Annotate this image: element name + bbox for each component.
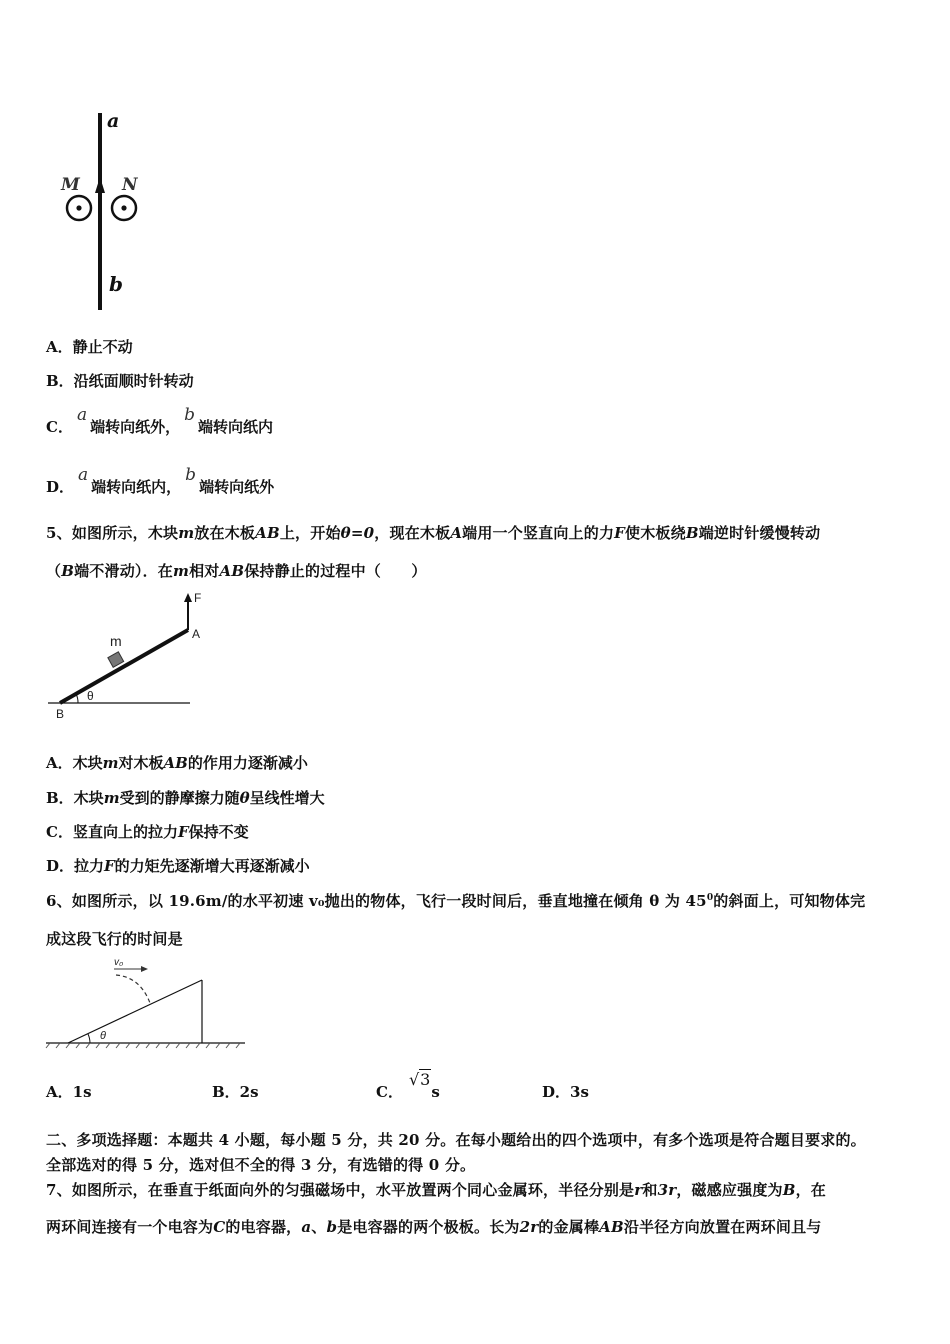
- q6-option-a[interactable]: A．1s: [46, 1083, 92, 1101]
- q5-option-a[interactable]: A．木块m对木板AB的作用力逐渐减小: [46, 754, 308, 772]
- q4-c-b: b: [184, 405, 195, 425]
- ring-m-dot: [76, 205, 81, 210]
- q5-stem-line2: （B端不滑动）．在m相对AB保持静止的过程中（ ）: [46, 562, 427, 580]
- v0-arrowhead: [141, 966, 148, 972]
- angle-arc: [76, 694, 78, 703]
- q4-d-mid: 端转向纸内，: [91, 478, 182, 496]
- label-n: N: [122, 175, 138, 195]
- q4-option-b[interactable]: B．沿纸面顺时针转动: [46, 372, 194, 390]
- q6-option-d[interactable]: D．3s: [542, 1083, 589, 1101]
- figure-wire-rings: [55, 105, 165, 315]
- label-m: M: [61, 175, 80, 195]
- ground-hatching: [46, 1043, 240, 1048]
- q7-stem-line2: 两环间连接有一个电容为C的电容器，a、b是电容器的两个极板。长为2r的金属棒AB沿半径方向放置在两环间且与: [46, 1218, 822, 1236]
- q6-option-c[interactable]: C．√3s: [376, 1070, 440, 1101]
- label-m: m: [110, 633, 122, 649]
- q4-c-a: a: [76, 405, 88, 425]
- label-a: a: [107, 110, 120, 132]
- angle-arc: [88, 1034, 90, 1043]
- q7-stem-line1: 7、如图所示，在垂直于纸面向外的匀强磁场中，水平放置两个同心金属环，半径分别是r和3r，磁感应强度为B，在: [46, 1181, 827, 1199]
- q4-c-mid: 端转向纸外，: [90, 418, 181, 436]
- q4-option-c[interactable]: [46, 405, 274, 437]
- label-f: F: [194, 591, 202, 605]
- section2-line2: 全部选对的得 5 分，选对但不全的得 3 分，有选错的得 0 分。: [46, 1156, 476, 1174]
- board-ab: [60, 630, 188, 703]
- figure-projectile-slope: [40, 955, 255, 1055]
- trajectory-dashed: [116, 975, 150, 1003]
- q6-stem-line1: 6、如图所示，以 19.6m/的水平初速 v₀抛出的物体，飞行一段时间后，垂直地撞在倾角 θ 为 $45^0$的斜面上，可知物体完: [46, 892, 866, 910]
- force-f-arrowhead: [184, 593, 192, 602]
- label-theta: θ: [100, 1030, 106, 1042]
- block-m: [108, 652, 124, 667]
- label-b: b: [109, 272, 123, 296]
- q4-d-end: 端转向纸外: [199, 478, 275, 496]
- section2-line1: 二、多项选择题：本题共 4 小题，每小题 5 分，共 20 分。在每小题给出的四个选项中，有多个选项是符合题目要求的。: [46, 1131, 866, 1149]
- q4-option-a[interactable]: A．静止不动: [46, 338, 133, 356]
- q5-stem-line1: 5、如图所示，木块m放在木板AB上，开始θ=0，现在木板A端用一个竖直向上的力F使木板绕B端逆时针缓慢转动: [46, 524, 821, 542]
- q4-option-d[interactable]: [46, 465, 275, 497]
- slope-line: [68, 980, 202, 1043]
- q5-option-d[interactable]: D．拉力F的力矩先逐渐增大再逐渐减小: [46, 857, 310, 875]
- q6-stem-line2: 成这段飞行的时间是: [46, 930, 183, 948]
- label-b: B: [56, 707, 65, 721]
- q4-d-b: b: [185, 465, 197, 485]
- figure-inclined-board: [40, 590, 200, 725]
- q4-c-end: 端转向纸内: [198, 418, 274, 436]
- ring-n-dot: [121, 205, 126, 210]
- label-theta: θ: [87, 689, 94, 703]
- label-a: A: [192, 627, 201, 641]
- q4-c-prefix: C．: [46, 418, 73, 436]
- q5-option-c[interactable]: C．竖直向上的拉力F保持不变: [46, 823, 249, 841]
- q4-d-a: a: [78, 465, 89, 485]
- q4-d-prefix: D．: [46, 478, 75, 496]
- sqrt-symbol: √3: [408, 1070, 431, 1089]
- current-arrow: [95, 177, 105, 193]
- q5-option-b[interactable]: B．木块m受到的静摩擦力随θ呈线性增大: [46, 789, 325, 807]
- q6-option-b[interactable]: B．2s: [212, 1083, 259, 1101]
- label-v0: v₀: [114, 957, 124, 968]
